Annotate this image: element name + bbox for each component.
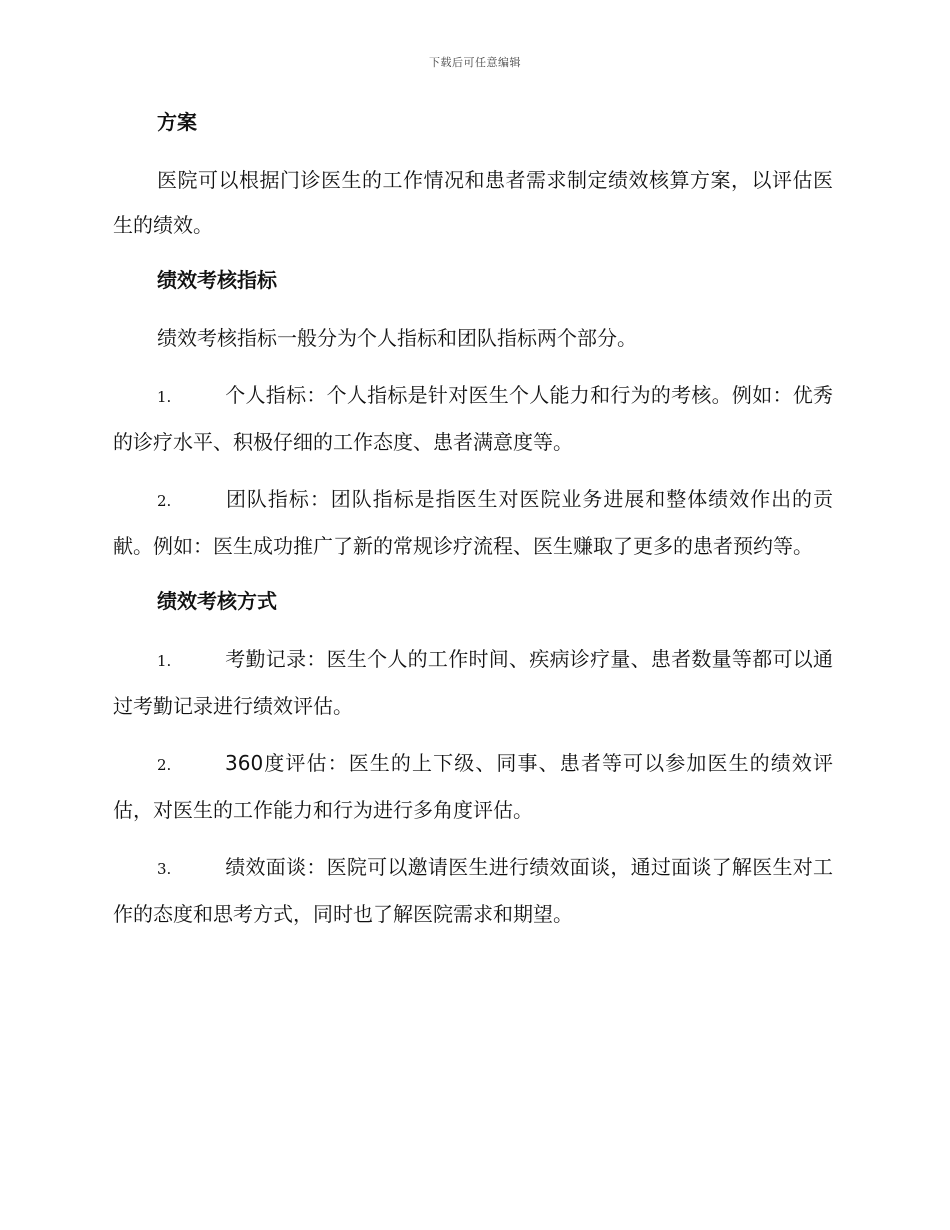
list-item-360-evaluation xyxy=(113,741,833,833)
list-number: 2. xyxy=(157,492,172,510)
section-heading-plan: 方案 xyxy=(157,110,197,134)
list-item-individual-indicator xyxy=(113,373,833,465)
list-number: 1. xyxy=(157,388,172,406)
list-number: 1. xyxy=(157,652,172,670)
paragraph-plan-intro: 医院可以根据门诊医生的工作情况和患者需求制定绩效核算方案，以评估医生的绩效。 xyxy=(113,168,833,237)
list-text: 个人指标：个人指标是针对医生个人能力和行为的考核。例如：优秀的诊疗水平、积极仔细的工作态度、患者满意度等。 xyxy=(113,383,833,454)
list-item-attendance xyxy=(113,637,833,729)
list-number: 3. xyxy=(157,860,172,878)
list-text: 绩效面谈：医院可以邀请医生进行绩效面谈，通过面谈了解医生对工作的态度和思考方式，同时也了解医院需求和期望。 xyxy=(113,855,833,926)
section-heading-indicators: 绩效考核指标 xyxy=(157,268,277,292)
list-text: 团队指标：团队指标是指医生对医院业务进展和整体绩效作出的贡献。例如：医生成功推广了新的常规诊疗流程、医生赚取了更多的患者预约等。 xyxy=(113,487,833,558)
list-text: 360度评估：医生的上下级、同事、患者等可以参加医生的绩效评估，对医生的工作能力和行为进行多角度评估。 xyxy=(113,751,833,822)
list-item-team-indicator xyxy=(113,477,833,569)
list-number: 2. xyxy=(157,756,172,774)
list-text: 考勤记录：医生个人的工作时间、疾病诊疗量、患者数量等都可以通过考勤记录进行绩效评估。 xyxy=(113,647,833,718)
document-body xyxy=(113,108,833,949)
section-heading-methods: 绩效考核方式 xyxy=(157,589,277,613)
paragraph-indicators-intro: 绩效考核指标一般分为个人指标和团队指标两个部分。 xyxy=(157,326,637,350)
list-item-performance-interview xyxy=(113,845,833,937)
header-note: 下载后可任意编辑 xyxy=(429,56,521,69)
